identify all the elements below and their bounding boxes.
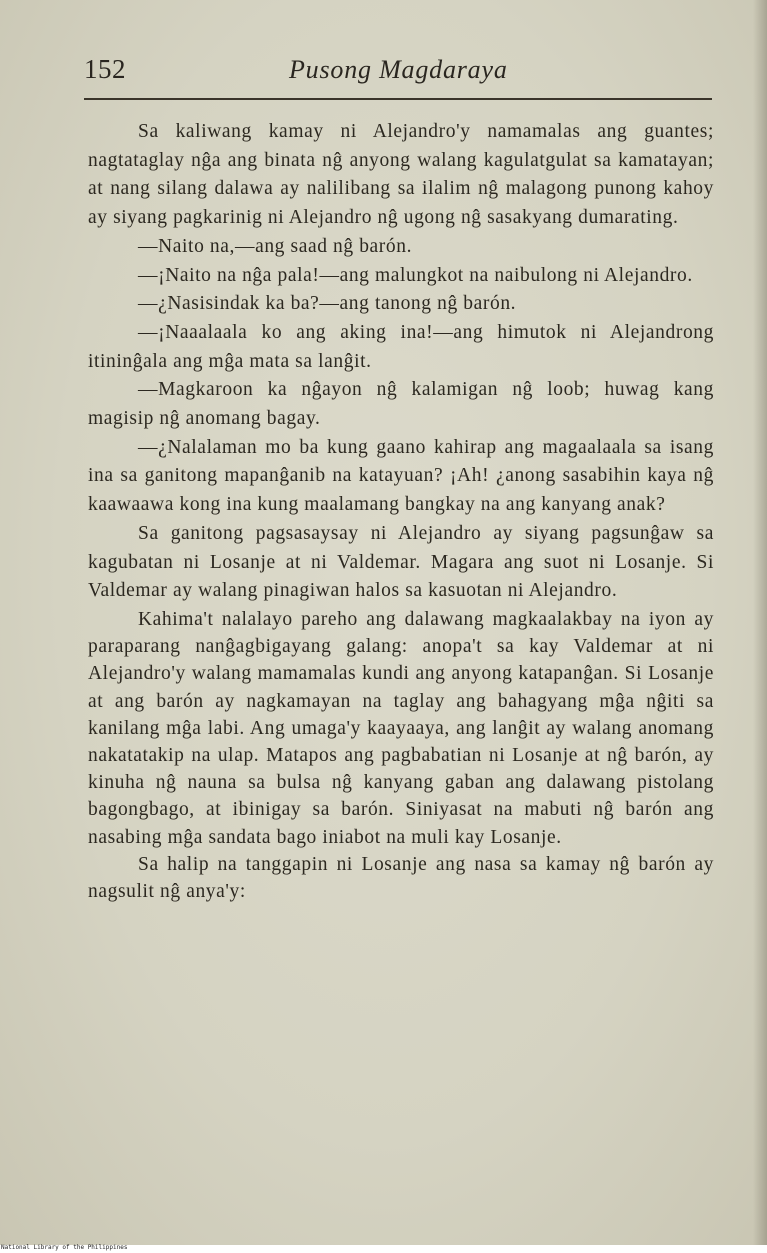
body-text (88, 118, 714, 905)
paragraph: Sa halip na tanggapin ni Losanje ang nasa sa kamay nĝ barón ay nagsulit nĝ anya'y: (88, 853, 714, 902)
page-edge-shadow (753, 0, 767, 1245)
page-number: 152 (84, 54, 126, 84)
paragraph: Sa ganitong pagsasaysay ni Alejandro ay siyang pagsunĝaw sa kagubatan ni Losanje at ni Valdemar. Magara ang suot ni Losanje. Si Valdemar ay walang pinagiwan halos sa kasuotan ni Alejandro. (88, 522, 714, 602)
paragraph: Kahima't nalalayo pareho ang dalawang magkaalakbay na iyon ay paraparang nanĝagbigayang galang: anopa't sa kay Valdemar at ni Alejandro'y walang mamamalas kundi ang anyong katapanĝan. Si Losanje at ang barón ay nagkamayan na taglay ang bahagyang mĝa nĝiti sa kanilang mĝa labi. Ang umaga'y kaayaaya, ang lanĝit ay walang anomang nakatatakip na ulap. Matapos ang pagbabatian ni Losanje at nĝ barón, ay kinuha nĝ nauna sa bulsa nĝ kanyang gaban ang dalawang pistolang bagongbago, at ibinigay sa barón. Siniyasat na mabuti nĝ barón ang nasabing mĝa sandata bago iniabot na muli kay Losanje. (88, 608, 714, 848)
running-title: Pusong Magdaraya (289, 55, 508, 84)
paragraph: —Magkaroon ka nĝayon nĝ kalamigan nĝ loob; huwag kang magisip nĝ anomang bagay. (88, 379, 714, 430)
header-rule (84, 98, 712, 100)
library-credit: National Library of the Philippines (1, 1244, 128, 1251)
footer-strip (0, 1245, 767, 1253)
paragraph: —¿Nalalaman mo ba kung gaano kahirap ang magaalaala sa isang ina sa ganitong mapanĝanib na katayuan? ¡Ah! ¿anong sasabihin kaya nĝ kaawaawa kong ina kung maalamang bangkay na ang kanyang anak? (88, 436, 714, 516)
paragraph: —¡Naito na nĝa pala!—ang malungkot na naibulong ni Alejandro. (138, 264, 693, 286)
paragraph: —¡Naaalaala ko ang aking ina!—ang himutok ni Alejandrong itininĝala ang mĝa mata sa lanĝit. (88, 321, 714, 372)
paragraph: Sa kaliwang kamay ni Alejandro'y namamalas ang guantes; nagtataglay nĝa ang binata nĝ anyong walang kagulatgulat sa kamatayan; at nang silang dalawa ay nalilibang sa ilalim nĝ malagong punong kahoy ay siyang pagkarinig ni Alejandro nĝ ugong nĝ sasakyang dumarating. (88, 121, 714, 229)
paragraph: —Naito na,—ang saad nĝ barón. (138, 235, 413, 257)
paragraph: —¿Nasisindak ka ba?—ang tanong nĝ barón. (138, 293, 517, 315)
page-header (84, 52, 712, 92)
